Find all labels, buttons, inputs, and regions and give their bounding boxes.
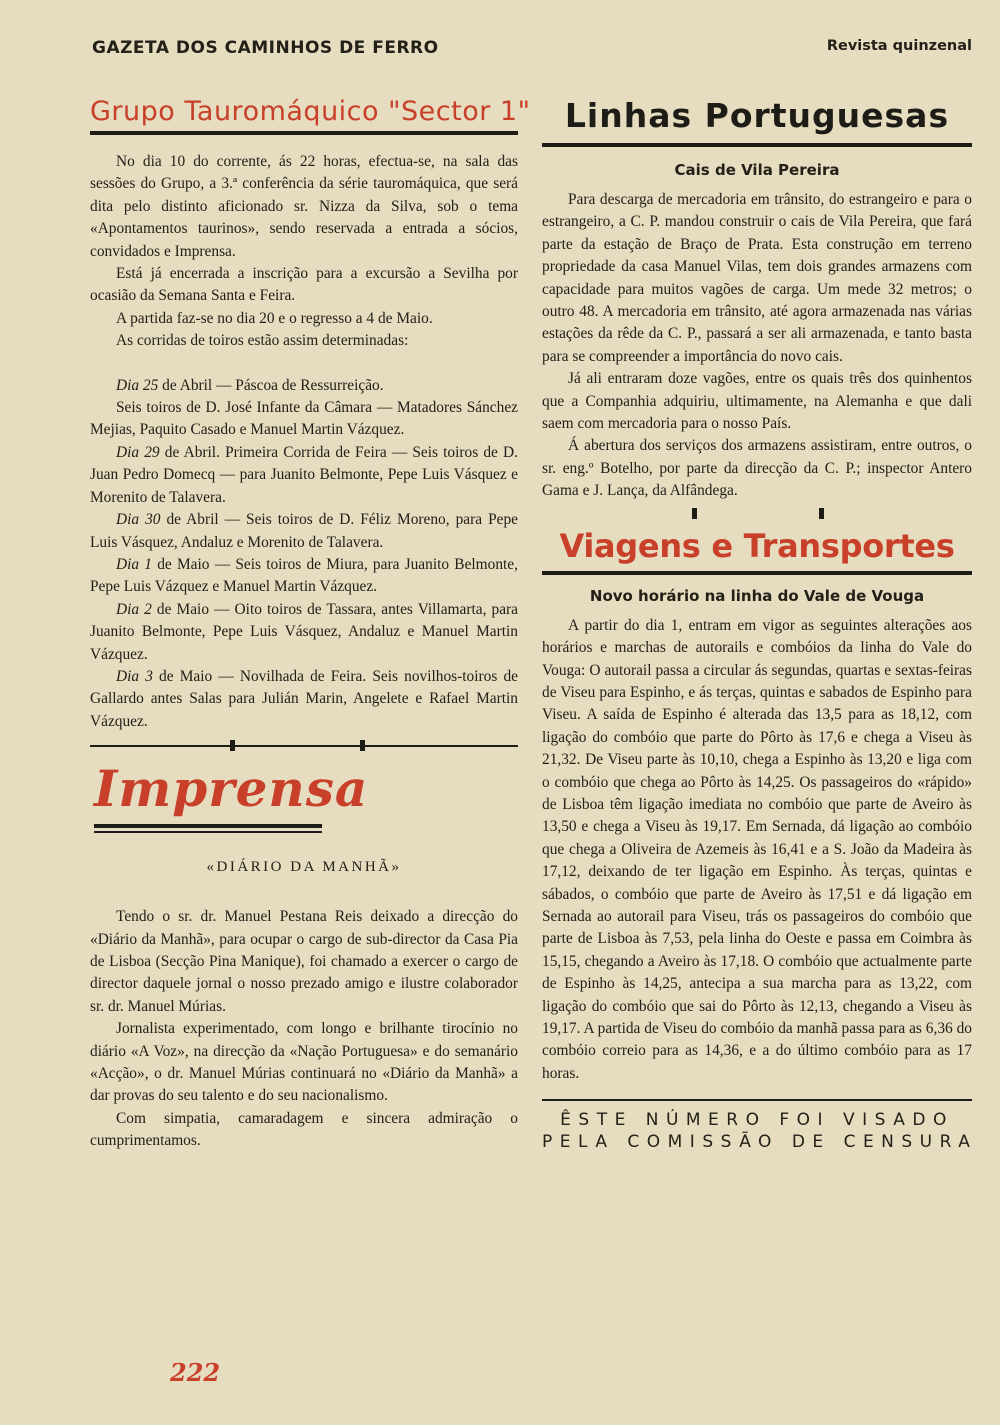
corrida-item: Dia 25 de Abril — Páscoa de Ressurreição. (116, 376, 384, 394)
publication-frequency: Revista quinzenal (826, 38, 972, 54)
grupo-paragraph: As corridas de toiros estão assim determinadas: (116, 332, 409, 350)
section-divider (542, 507, 972, 521)
viagens-transportes-title: Viagens e Transportes (542, 527, 972, 575)
corrida-item: Seis toiros de D. José Infante da Câmara — Matadores Sánchez Mejias, Paquito Casado e Manuel Martin Vázquez. (90, 399, 518, 439)
vouga-subtitle: Novo horário na linha do Vale de Vouga (589, 586, 925, 605)
grupo-paragraph: A partida faz-se no dia 20 e o regresso a 4 de Maio. (116, 309, 433, 327)
cais-paragraph: Já ali entraram doze vagões, entre os quais três dos quinhentos que a Companhia adquiriu, ultimamente, na Alemanha e que dali saem com mercadoria para o nosso País. (542, 370, 972, 433)
imprensa-paragraph: Tendo o sr. dr. Manuel Pestana Reis deixado a direcção do «Diário da Manhã», para ocupar o cargo de sub-director da Casa Pia de Lisboa (Secção Pina Manique), foi chamado a exercer o cargo de director daquele jornal o nosso prezado amigo e ilustre colaborador sr. dr. Manuel Múrias. (90, 908, 518, 1015)
cais-subtitle: Cais de Vila Pereira (674, 161, 840, 179)
linhas-portuguesas-title: Linhas Portuguesas (542, 96, 972, 147)
censura-line-1: ÊSTE NÚMERO FOI VISADO (560, 1110, 954, 1131)
grupo-article (90, 151, 518, 733)
corrida-item: Dia 30 de Abril — Seis toiros de D. Féliz Moreno, para Pepe Luis Vásquez, Andaluz e Morenito de Talavera. (90, 511, 518, 551)
censura-rule (542, 1099, 972, 1101)
grupo-paragraph: No dia 10 do corrente, ás 22 horas, efectua-se, na sala das sessões do Grupo, a 3.ª conferência da série tauromáquica, que será dita pelo distinto aficionado sr. Nizza da Silva, sob o tema «Apontamentos taurinos», sendo reservada a entrada a sócios, convidados e Imprensa. (90, 153, 518, 260)
diario-da-manha-heading: «DIÁRIO DA MANHÃ» (206, 859, 402, 876)
censura-line-2: PELA COMISSÃO DE CENSURA (542, 1132, 978, 1153)
grupo-tauromaquico-title: Grupo Tauromáquico "Sector 1" (90, 96, 518, 135)
cais-paragraph: Para descarga de mercadoria em trânsito, do estrangeiro e para o estrangeiro, a C. P. mandou construir o cais de Vila Pereira, que fará parte da estação de Braço de Prata. Esta construção em terreno propriedade da casa Manuel Vilas, tem dois grandes armazens com capacidade para muitos vagões de carga. Um mede 32 metros; o outro 48. A mercadoria em trânsito, até agora armazenada nas várias estações da rêde da C. P., passará a ser ali armazenada, e tanto basta para se compreender a importância do novo cais. (542, 191, 972, 365)
imprensa-rule (94, 824, 322, 828)
imprensa-rule-thin (94, 831, 322, 833)
corrida-item: Dia 1 de Maio — Seis toiros de Miura, para Juanito Belmonte, Pepe Luis Vázquez e Manuel Martin Vázquez. (90, 555, 518, 596)
corrida-item: Dia 3 de Maio — Novilhada de Feira. Seis novilhos-toiros de Gallardo antes Salas para Julián Marin, Angelete e Rafael Martin Vázquez. (90, 667, 518, 730)
cais-paragraph: Á abertura dos serviços dos armazens assistiram, entre outros, o sr. eng.º Botelho, por parte da direcção da C. P.; inspector Antero Gama e J. Lança, da Alfândega. (542, 437, 972, 500)
imprensa-title: Imprensa (94, 759, 369, 819)
right-column (542, 96, 978, 1153)
imprensa-article (90, 906, 518, 1152)
corrida-item: Dia 29 de Abril. Primeira Corrida de Feira — Seis toiros de D. Juan Pedro Domecq — para Juanito Belmonte, Pepe Luis Vásquez e Morenito de Talavera. (90, 443, 518, 506)
section-divider (90, 739, 518, 753)
imprensa-paragraph: Com simpatia, camaradagem e sincera admiração o cumprimentamos. (90, 1109, 518, 1150)
imprensa-paragraph: Jornalista experimentado, com longo e brilhante tirocínio no diário «A Voz», na direcção da «Nação Portuguesa» e do semanário «Acção», o dr. Manuel Múrias continuará no «Diário da Manhã» a dar provas do seu talento e do seu nacionalismo. (90, 1020, 518, 1105)
grupo-paragraph: Está já encerrada a inscrição para a excursão a Sevilha por ocasião da Semana Santa e Feira. (90, 265, 518, 305)
cais-article (542, 189, 972, 503)
corrida-item: Dia 2 de Maio — Oito toiros de Tassara, antes Villamarta, para Juanito Belmonte, Pepe Luis Vásquez, Andaluz e Manuel Martin Vázquez. (90, 600, 518, 663)
vouga-paragraph: A partir do dia 1, entram em vigor as seguintes alterações aos horários e marchas de autorails e combóios da linha do Vale do Vouga: O autorail passa a circular ás segundas, quartas e sextas-feiras de Viseu para Espinho, e ás terças, quintas e sabados de Espinho para Viseu. A saída de Espinho é alterada das 13,5 para as 18,12, com ligação do combóio que parte do Pôrto às 17,6 e chega a Viseu às 21,32. De Viseu parte às 10,10, chega a Espinho às 13,20 e liga com o combóio que chega ao Pôrto às 14,25. Os passageiros do «rápido» de Lisboa têm ligação imediata no combóio que parte de Aveiro às 13,50 e chega a Viseu às 19,17. Em Sernada, dá ligação ao combóio que chega a Oliveira de Azemeis às 16,41 e a S. João da Madeira às 17,12, deixando de ter ligação em Espinho. Às terças, quintas e sábados, o combóio que parte de Aveiro às 17,51 e dá ligação em Sernada ao autorail para Viseu, trás os passageiros do combóio que parte de Lisboa às 7,53, pela linha do Oeste e passa em Coimbra às 15,15, chegando a Aveiro às 17,18. O combóio que actualmente parte de Espinho às 14,25, antecipa a sua marcha para as 13,22, com ligação do combóio que sai do Pôrto às 12,13, chegando a Viseu às 19,17. A partida de Viseu do combóio da manhã passa para as 6,36 do combóio correio para as 14,36, e a do último combóio para as 17 horas. (542, 616, 972, 1082)
publication-title: GAZETA DOS CAMINHOS DE FERRO (92, 38, 439, 58)
left-column (90, 96, 531, 1153)
page-number: 222 (170, 1358, 221, 1387)
